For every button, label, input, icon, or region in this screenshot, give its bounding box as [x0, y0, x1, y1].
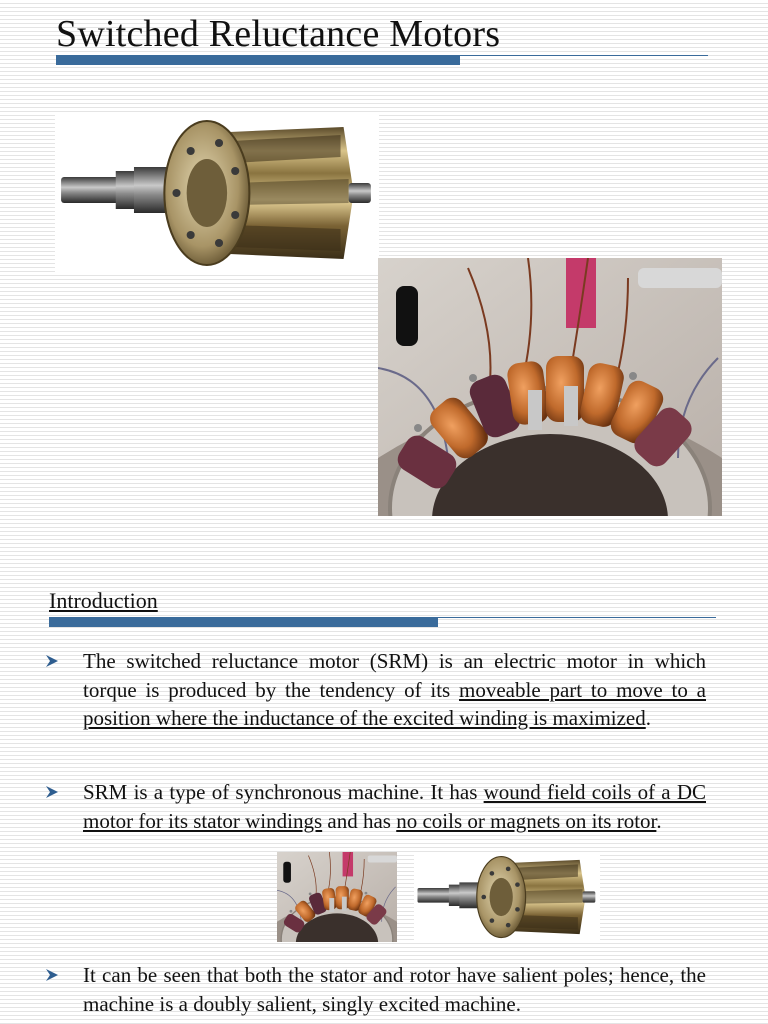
bullet-arrow-icon [45, 785, 59, 799]
bullet-arrow-icon [45, 654, 59, 668]
bullet-underlined-text: wound field coils of a DC motor for its stator windings [83, 780, 706, 833]
stator-photo-small [277, 852, 397, 942]
bullet-salient-poles [83, 961, 706, 1018]
bullet-srm-type [83, 778, 706, 835]
stator-photo-large [378, 258, 722, 516]
bullet-text: and has [322, 808, 397, 833]
rotor-photo-small [414, 852, 600, 942]
bullet-text: It can be seen that both the stator and rotor have salient poles; hence, the machine is a doubly salient, singly excited machine. [83, 963, 706, 1016]
bullet-underlined-text: no coils or magnets on its rotor [396, 808, 657, 833]
bullet-text: SRM is a type of synchronous machine. It has [83, 780, 484, 804]
section-heading-introduction: Introduction [49, 588, 158, 613]
rotor-photo-large [55, 113, 379, 273]
bullet-arrow-icon [45, 968, 59, 982]
section-underline-bar [49, 618, 438, 627]
slide-title: Switched Reluctance Motors [56, 13, 501, 55]
bullet-text: The switched reluctance motor (SRM) is an electric motor in which torque is produced by the tendency of its [83, 649, 706, 702]
bullet-text: . [645, 706, 652, 730]
bullet-underlined-text: moveable part to move to a position where the inductance of the excited winding is maximized [83, 677, 706, 730]
bullet-text: . [656, 808, 662, 833]
bullet-srm-definition [83, 647, 706, 733]
title-underline-bar [56, 56, 460, 65]
